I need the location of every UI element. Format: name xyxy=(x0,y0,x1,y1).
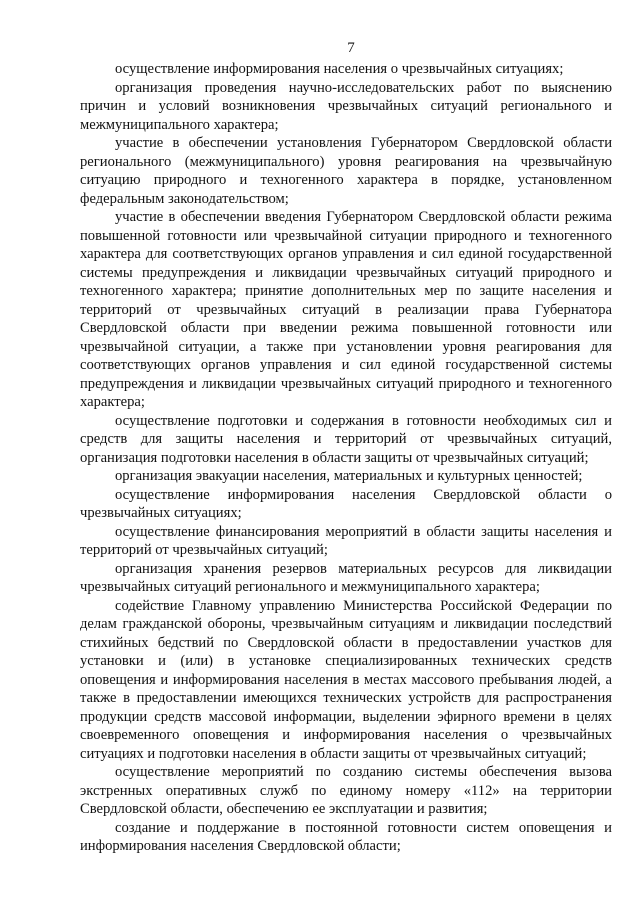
paragraph-7: осуществление информирования населения Свердловской области о чрезвычайных ситуациях; xyxy=(80,486,612,521)
paragraph-6: организация эвакуации населения, материальных и культурных ценностей; xyxy=(115,468,583,484)
paragraph-9: организация хранения резервов материальных ресурсов для ликвидации чрезвычайных ситуаций регионального и межмуниципального характера; xyxy=(80,560,612,595)
paragraph-4: участие в обеспечении введения Губернатором Свердловской области режима повышенной готовности или чрезвычайной ситуации природного и техногенного характера для соответствующих органов управления и сил единой государственной системы предупреждения и ликвидации чрезвычайных ситуаций природного и техногенного характера; принятие дополнительных мер по защите населения и территорий от чрезвычайных ситуаций в реализации права Губернатора Свердловской области при введении режима повышенной готовности или чрезвычайной ситуации, а также при установлении уровня реагирования для соответствующих органов управления и сил единой государственной системы предупреждения и ликвидации чрезвычайных ситуаций природного и техногенного характера; xyxy=(80,209,612,410)
page-number: 7 xyxy=(347,40,355,56)
paragraph-1: осуществление информирования населения о чрезвычайных ситуациях; xyxy=(115,61,564,77)
paragraph-3: участие в обеспечении установления Губернатором Свердловской области регионального (межмуниципального) уровня реагирования на чрезвычайную ситуацию природного и техногенного характера в порядке, установленном федеральным законодательством; xyxy=(80,135,612,207)
paragraph-11: осуществление мероприятий по созданию системы обеспечения вызова экстренных оперативных служб по единому номеру «112» на территории Свердловской области, обеспечению ее эксплуатации и развития; xyxy=(80,764,612,817)
paragraph-2: организация проведения научно-исследовательских работ по выяснению причин и условий возникновения чрезвычайных ситуаций регионального и межмуниципального характера; xyxy=(80,79,612,133)
paragraph-5: осуществление подготовки и содержания в готовности необходимых сил и средств для защиты населения и территорий от чрезвычайных ситуаций, организация подготовки населения в области защиты от чрезвычайных ситуаций; xyxy=(80,412,612,466)
paragraph-12: создание и поддержание в постоянной готовности систем оповещения и информирования населения Свердловской области; xyxy=(80,819,612,854)
paragraph-10: содействие Главному управлению Министерства Российской Федерации по делам гражданской обороны, чрезвычайным ситуациям и ликвидации последствий стихийных бедствий по Свердловской области в предоставлении участков для установки и (или) в установке специализированных технических средств оповещения и информирования населения в местах массового пребывания людей, а также в предоставлении имеющихся технических устройств для распространения продукции средств массовой информации, выделении эфирного времени в целях своевременного оповещения и информирования населения о чрезвычайных ситуациях и подготовки населения в области защиты от чрезвычайных ситуаций; xyxy=(80,597,612,762)
paragraph-8: осуществление финансирования мероприятий в области защиты населения и территорий от чрезвычайных ситуаций; xyxy=(80,523,612,558)
